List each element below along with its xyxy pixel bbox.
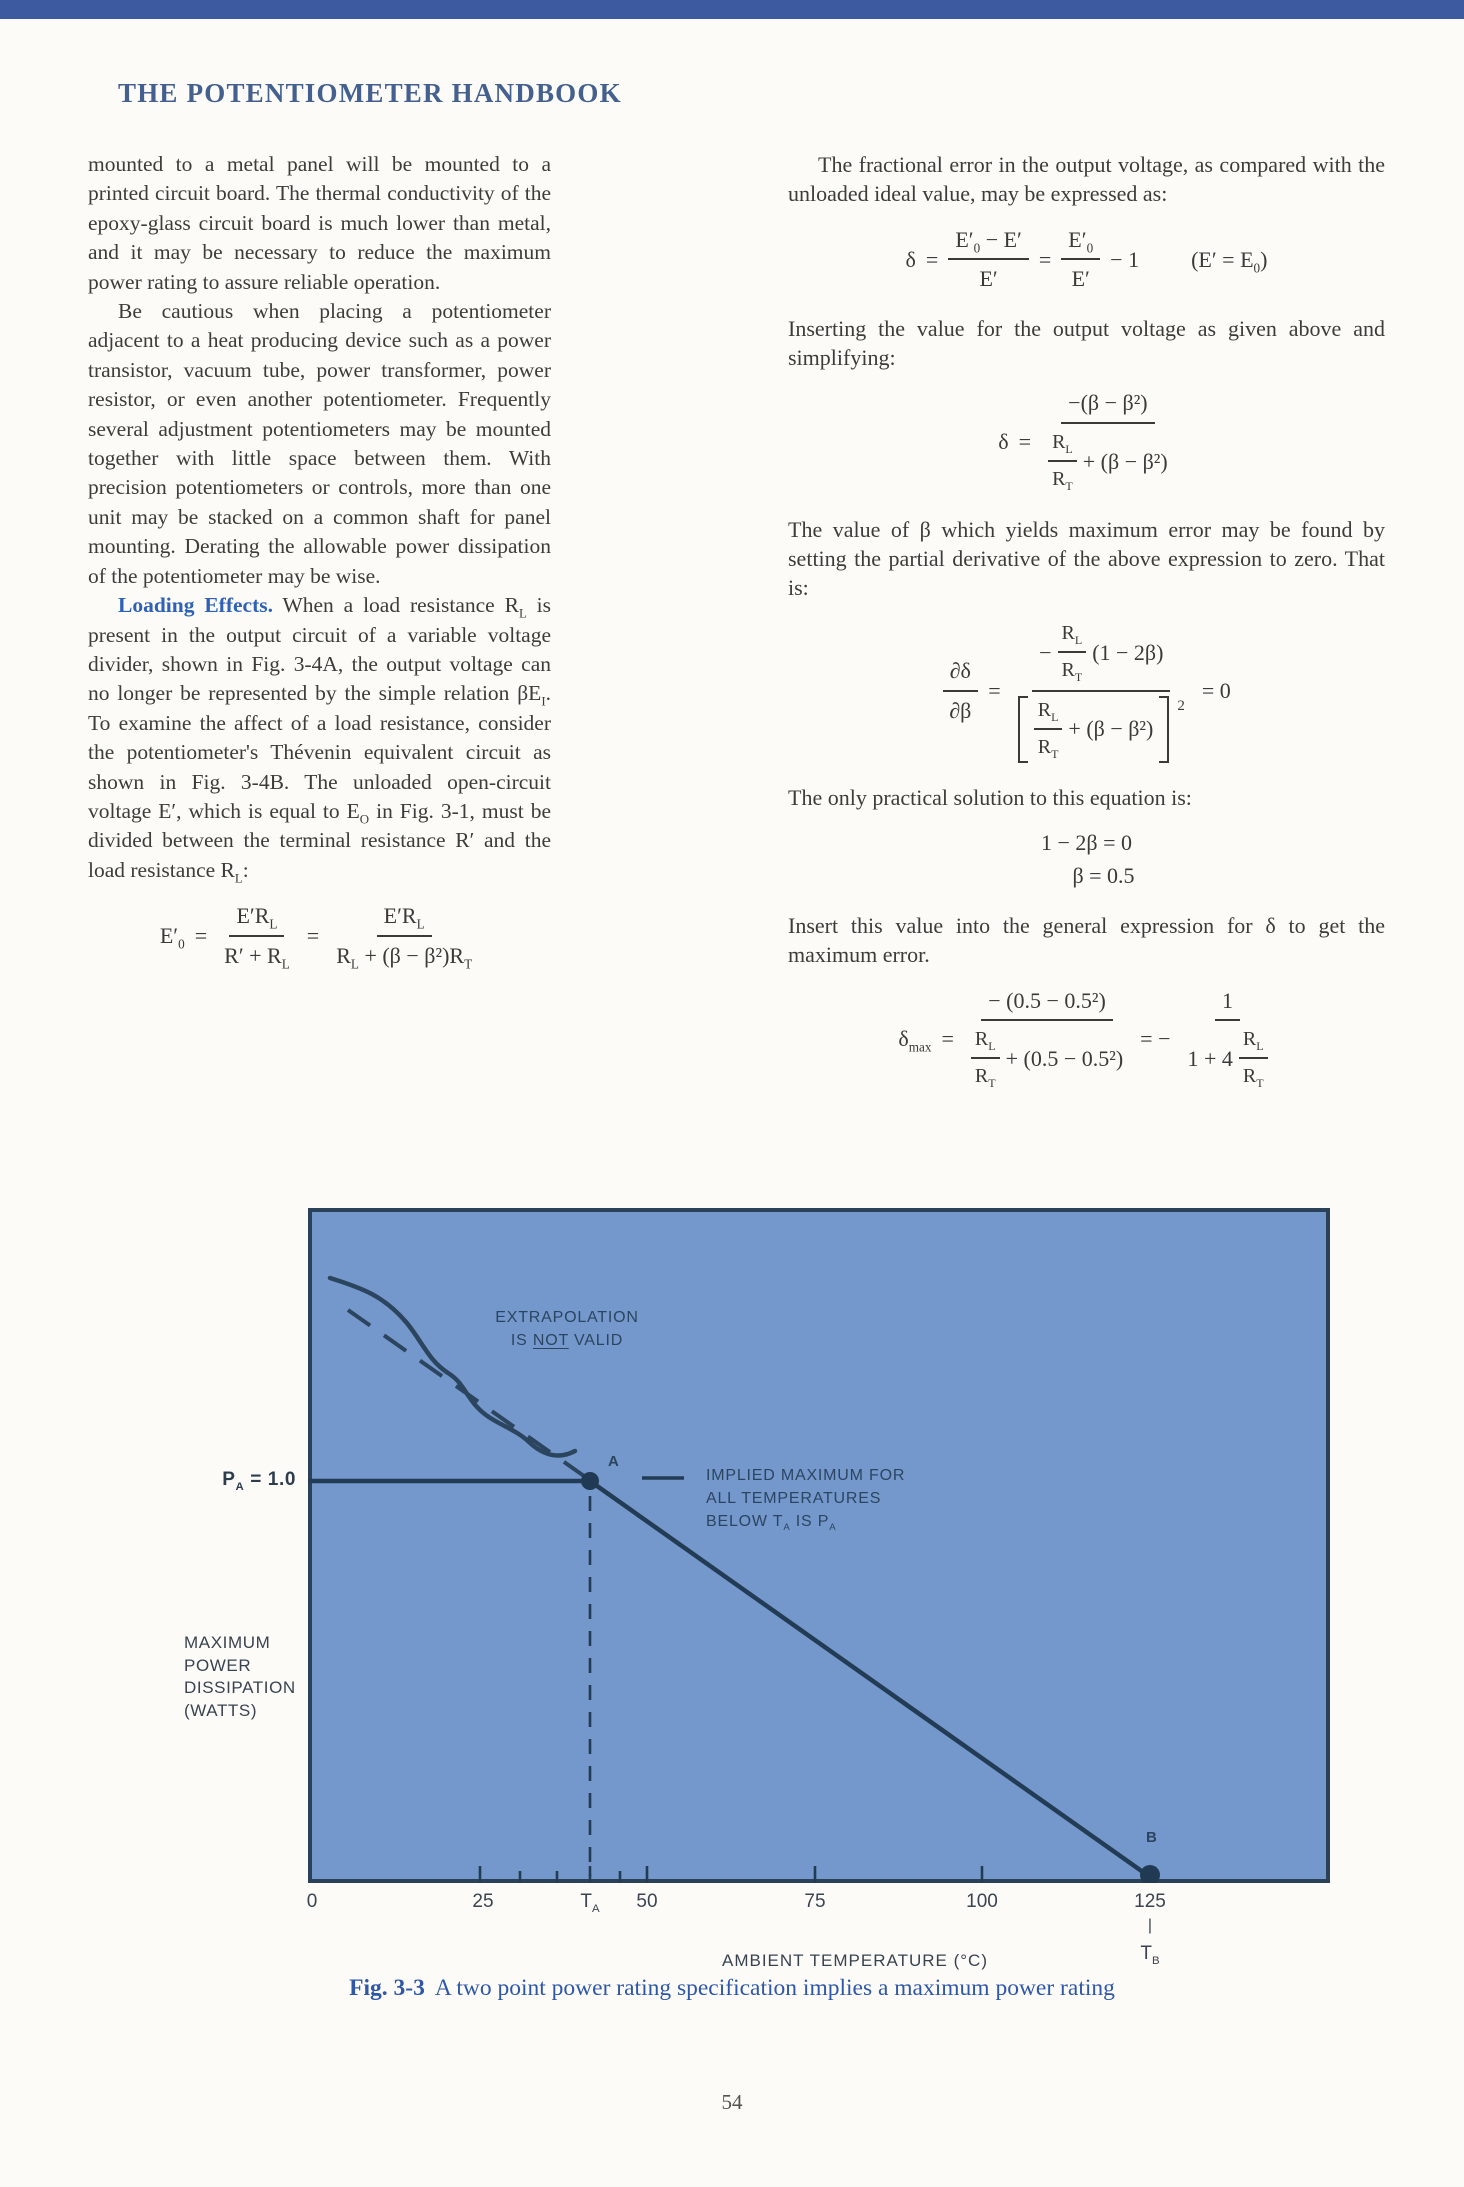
paragraph [88,591,551,885]
figure-3-3 [0,1195,1464,2007]
fraction: $\frac{R_L}{R_T}$ [971,1025,1000,1092]
point-b-label: B [1146,1829,1158,1846]
equation-partial-derivative [788,619,1385,763]
eq-line: 1 − 2β = 0 [1040,829,1132,855]
x-tick-0: 0 [306,1891,318,1912]
eq-sign: = [1038,246,1052,272]
figure-number: Fig. 3-3 [349,1975,425,2001]
eq-sign: = [925,246,939,272]
x-tick-25: 25 [472,1891,494,1912]
right-bracket [1159,696,1169,763]
running-header: THE POTENTIOMETER HANDBOOK [118,78,622,108]
eq-lhs: δ [905,246,916,272]
eq-sign: = − [1140,1025,1171,1051]
paragraph: mounted to a metal panel will be mounted to a printed circuit board. The thermal conductivity of the epoxy-glass circuit board is much lower than metal, and it may be necessary to reduce the maximum power rating to assure reliable operation. [88,152,551,294]
fraction: $\frac{E'R_L}{R_L + (\beta - \beta^2)R_T}$ [336,903,473,971]
left-column [88,150,551,990]
x-tick-125: 125 [1134,1891,1166,1912]
eq-line: β = 0.5 [1072,863,1135,889]
fraction: $\frac{E'_0}{E'}$ [1061,225,1100,294]
eq-condition: $(E' = E_0)$ [1191,246,1268,275]
derating-line [590,1481,1150,1877]
x-tick-75: 75 [804,1891,826,1912]
x-axis-title: AMBIENT TEMPERATURE (°C) [722,1951,988,1970]
equation-solution [788,828,1385,891]
eq-lhs: $\delta_{max}$ [898,1025,932,1055]
caption-text: A two point power rating specification implies a maximum power rating [434,1975,1115,2001]
x-tick-100: 100 [966,1891,998,1912]
eq-sign: = [1018,428,1032,454]
fraction: $\frac{E'R_L}{R' + R_L}$ [224,903,290,971]
fraction: $\frac{R_L}{R_T}$ [1034,696,1063,763]
break-squiggle-curve [330,1278,575,1455]
equation-delta-simplified [788,388,1385,494]
extrapolation-annotation: EXTRAPOLATION IS NOT VALID [495,1309,639,1349]
chart-plot-area [308,1208,1330,1883]
fraction: $\frac{R_L}{R_T}$ [1048,428,1077,495]
eq-lhs: δ [998,428,1009,454]
right-column [788,150,1385,1112]
point-b-dot [1140,1865,1160,1883]
fraction: $\frac{\partial\delta}{\partial\beta}$ [942,656,978,725]
eq-sign: = [194,922,208,948]
eq-sign: = [306,922,320,948]
fraction: − $\frac{R_L}{R_T}$ (1 − 2β) $\frac{R_L}{R_T}$ + (β − β²) 2 [1011,619,1192,763]
underlined-not: NOT [532,1332,569,1349]
pa-axis-label: $P_A = 1.0$ [222,1469,296,1493]
page-number: 54 [721,2090,743,2114]
top-blue-bar [0,0,1464,19]
left-bracket [1018,696,1028,763]
paragraph: Be cautious when placing a potentiometer adjacent to a heat producing device such as a power transistor, vacuum tube, power transformer, power resistor, or even another potentiometer. Frequently several adjustment potentiometers may be mounted together with little space between them. With precision potentiometers or controls, more than one unit may be stacked on a common shaft for panel mounting. Derating the allowable power dissipation of the potentiometer may be wise. [88,299,551,588]
fraction: 1 1 + 4 $\frac{R_L}{R_T}$ [1180,986,1274,1092]
point-a-label: A [608,1453,620,1470]
fraction: $\frac{R_L}{R_T}$ [1058,619,1087,686]
eq-tail: − 1 [1110,246,1140,272]
paragraph: Inserting the value for the output voltage as given above and simplifying: [788,315,1385,371]
equation-max-error [788,986,1385,1092]
eq-lhs: $E'_0$ [159,922,185,952]
paragraph-text: When a load resistance $R_L$ is present in the output circuit of a variable voltage divider, shown in Fig. 3-4A, the output voltage can no longer be represented by the simple relation $\beta E_I$. To examine the affect of a load resistance, consider the potentiometer's Thévenin equivalent circuit as shown in Fig. 3-4B. The unloaded open-circuit voltage E′, which is equal to $E_O$ in Fig. 3-1, must be divided between the terminal resistance R′ and the load resistance $R_L$: [88,593,552,886]
eq-sign: = [941,1025,954,1051]
loading-effects-lead: Loading Effects. [118,593,273,618]
fraction: − (0.5 − 0.5²) $\frac{R_L}{R_T}$ + (0.5 − 0.5²) [964,986,1130,1092]
fraction: $\frac{R_L}{R_T}$ [1239,1025,1268,1092]
point-a-dot [581,1472,599,1490]
paragraph: The only practical solution to this equation is: [788,784,1192,810]
tb-label: $T_B$ [1140,1943,1160,1967]
eq-tail: = 0 [1201,677,1231,703]
equation-fractional-error [788,225,1385,294]
fraction: −(β − β²) $\frac{R_L}{R_T}$ + (β − β²) [1041,388,1175,494]
fraction: $\frac{E'_0 - E'}{E'}$ [948,225,1029,294]
paragraph: The fractional error in the output voltage, as compared with the unloaded ideal value, may be expressed as: [788,152,1385,207]
figure-caption [0,1975,1464,2002]
y-axis-title: MAXIMUM POWER DISSIPATION (WATTS) [184,1633,296,1720]
tb-connector: | [1147,1917,1153,1934]
x-tick-50: 50 [636,1891,658,1912]
implied-maximum-annotation: IMPLIED MAXIMUM FOR ALL TEMPERATURES BELOW $T_A$ IS $P_A$ [706,1467,906,1534]
x-axis-ticks [480,1866,982,1883]
paragraph: Insert this value into the general expression for δ to get the maximum error. [788,912,1385,968]
eq-sign: = [988,677,1001,703]
paragraph: The value of β which yields maximum error may be found by setting the partial derivative of the above expression to zero. That is: [788,516,1385,601]
x-tick-ta: $T_A$ [580,1891,600,1915]
exponent: 2 [1177,697,1185,714]
equation-output-voltage [88,901,551,970]
